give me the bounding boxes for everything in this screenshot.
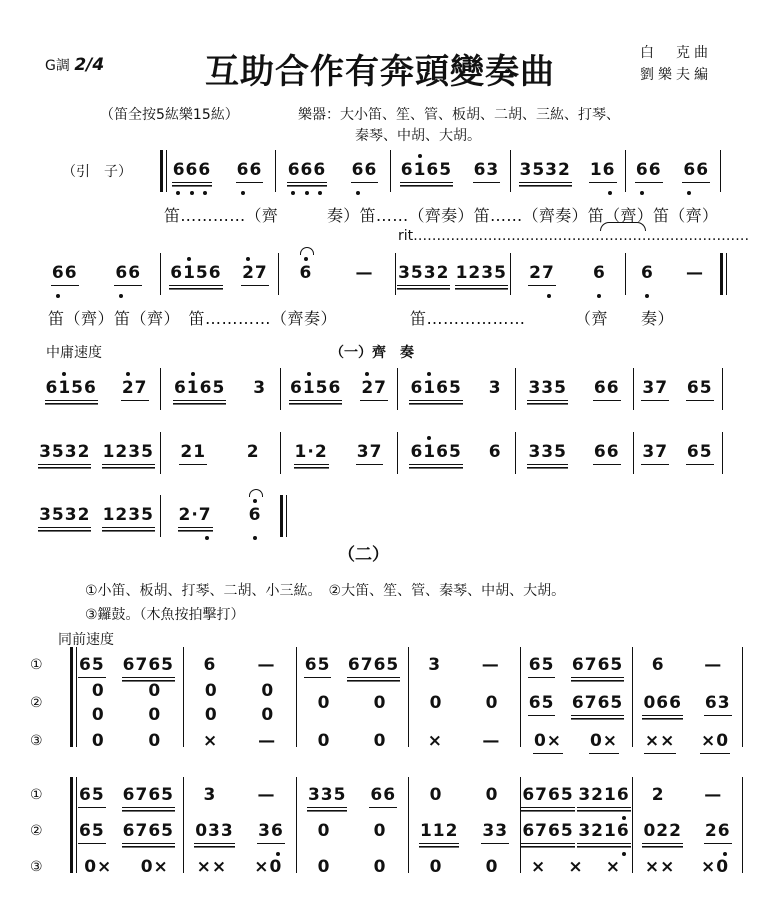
low-octave-dot xyxy=(723,852,727,856)
high-octave-dot xyxy=(246,257,250,261)
barline xyxy=(625,253,626,295)
part-label: ② xyxy=(30,695,43,711)
note-group: 0 xyxy=(91,705,105,725)
note-group: 27 xyxy=(528,263,556,286)
note-group: 6765 xyxy=(122,821,175,844)
note-group: 0× xyxy=(84,857,113,877)
note-group: 0 xyxy=(485,693,499,713)
note-group: 3216 xyxy=(577,821,630,844)
instrument-list-cont: 秦琴、中胡、大胡。 xyxy=(355,128,481,144)
low-octave-dot xyxy=(205,536,209,540)
note-group: 65 xyxy=(78,821,106,844)
measure-part xyxy=(183,731,296,761)
low-octave-dot xyxy=(687,191,691,195)
composer-credit: 白 克曲 xyxy=(640,45,712,61)
high-octave-dot xyxy=(304,257,308,261)
note-group: 0 xyxy=(429,857,443,877)
note-group: ×× xyxy=(644,731,677,754)
part-table xyxy=(0,785,772,881)
note-group: 65 xyxy=(686,378,714,401)
note-group: 0 xyxy=(204,705,218,725)
note-group: 0 xyxy=(373,693,387,713)
barline xyxy=(296,647,297,747)
note-group: 66 xyxy=(682,160,710,183)
note-group: 0 xyxy=(485,785,499,805)
barline xyxy=(160,368,161,410)
time-signature: 2/4 xyxy=(74,55,105,75)
note-group: 3532 xyxy=(38,505,91,528)
barline xyxy=(278,253,279,295)
note-group: 66 xyxy=(236,160,264,183)
measure xyxy=(160,378,280,408)
note-group: 65 xyxy=(528,693,556,716)
note-group: 27 xyxy=(360,378,388,401)
note-group: 3532 xyxy=(38,442,91,465)
note-group: 335 xyxy=(307,785,348,808)
barline xyxy=(408,777,409,873)
note-group: × xyxy=(427,731,443,751)
measure xyxy=(397,378,515,408)
note-group: ×× xyxy=(644,857,676,877)
low-octave-dot xyxy=(203,191,207,195)
section-title: （一）齊 奏 xyxy=(330,345,414,361)
note-group: 3 xyxy=(428,655,442,675)
note-group: 6765 xyxy=(521,785,574,808)
note-group: 0 xyxy=(317,731,331,751)
music-system xyxy=(0,378,772,408)
barline xyxy=(160,253,161,295)
note-group: 0 xyxy=(148,705,162,725)
note-group: 65 xyxy=(78,785,106,808)
note-group: 3532 xyxy=(519,160,572,183)
note-group: 0 xyxy=(148,731,162,751)
barline xyxy=(183,777,184,873)
note-group: 0 xyxy=(485,857,499,877)
note-group: 3532 xyxy=(397,263,450,286)
barline xyxy=(280,368,281,410)
low-octave-dot xyxy=(597,294,601,298)
measure xyxy=(395,263,510,293)
note-group: — xyxy=(481,655,500,675)
note-group: 6156 xyxy=(289,378,342,401)
note-group: 0 xyxy=(373,821,387,841)
barline xyxy=(296,777,297,873)
note-group: 6 xyxy=(299,263,314,285)
measure-part xyxy=(520,731,632,761)
high-octave-dot xyxy=(253,499,257,503)
measure-part xyxy=(520,857,632,887)
note-group: 21 xyxy=(179,442,207,465)
note-group: 0 xyxy=(317,693,331,713)
note-group: 63 xyxy=(704,693,732,716)
high-octave-dot xyxy=(191,372,195,376)
measure xyxy=(515,378,633,408)
note-group: 0 xyxy=(317,821,331,841)
measure xyxy=(33,378,160,408)
barline xyxy=(515,432,516,474)
measure xyxy=(160,442,280,472)
low-octave-dot xyxy=(608,191,612,195)
measure-part xyxy=(70,821,183,851)
barline xyxy=(408,647,409,747)
measure xyxy=(160,505,280,535)
note-group: 6 xyxy=(248,505,263,527)
barline xyxy=(632,777,633,873)
part-assignment: ③鑼鼓。（木魚按拍擊打） xyxy=(85,607,245,623)
note-group: 6 xyxy=(488,442,502,462)
high-octave-dot xyxy=(418,154,422,158)
high-octave-dot xyxy=(365,372,369,376)
note-group: 66 xyxy=(51,263,79,286)
barline xyxy=(275,150,276,192)
barline xyxy=(397,368,398,410)
measure-part xyxy=(70,857,183,887)
music-system xyxy=(0,442,772,472)
barline xyxy=(160,150,163,192)
measure-part xyxy=(408,655,520,685)
barline xyxy=(510,150,511,192)
measure-part xyxy=(70,731,183,761)
note-group: — xyxy=(258,731,277,751)
measure xyxy=(33,263,160,293)
note-group: — xyxy=(355,263,374,283)
note-group: 0 xyxy=(429,785,443,805)
note-group: ×0 xyxy=(700,731,730,754)
measure-part xyxy=(520,655,632,685)
barline xyxy=(160,432,161,474)
note-group: 66 xyxy=(369,785,397,808)
measure-part xyxy=(632,785,742,815)
note-group: × xyxy=(202,731,219,751)
part-label: ② xyxy=(30,823,43,839)
measure-part xyxy=(296,731,408,761)
note-group: — xyxy=(704,655,723,675)
measure-part xyxy=(408,731,520,761)
note-group: — xyxy=(257,785,276,805)
high-octave-dot xyxy=(427,436,431,440)
low-octave-dot xyxy=(645,294,649,298)
barline xyxy=(515,368,516,410)
note-group: 2 xyxy=(651,785,665,805)
note-group: 66 xyxy=(351,160,379,183)
note-group: 6 xyxy=(651,655,665,675)
note-group: × xyxy=(605,857,621,877)
note-group: 0× xyxy=(589,731,619,754)
low-octave-dot xyxy=(622,852,626,856)
measure xyxy=(633,378,722,408)
measure-part xyxy=(408,785,520,815)
note-group: 66 xyxy=(114,263,142,286)
lyrics-line: 笛…………（齊 奏）笛……（齊奏）笛……（齊奏）笛（齊）笛（齊） xyxy=(164,206,719,225)
note-group: 6165 xyxy=(409,442,462,465)
measure-part xyxy=(296,693,408,723)
note-group: 0 xyxy=(373,731,387,751)
low-octave-dot xyxy=(241,191,245,195)
barline xyxy=(280,495,283,537)
measure xyxy=(625,263,720,293)
note-group: 63 xyxy=(473,160,501,183)
low-octave-dot xyxy=(291,191,295,195)
tuning-note: （笛全按5紘樂15紘） xyxy=(100,107,239,123)
note-group: 6165 xyxy=(409,378,462,401)
key-signature xyxy=(45,55,104,75)
instrument-list: 樂器：大小笛、笙、管、板胡、二胡、三紘、打琴、 xyxy=(298,107,620,123)
barline xyxy=(183,647,184,747)
lyrics-line: 笛（齊）笛（齊） 笛…………（齊奏） xyxy=(48,309,338,328)
note-group: 16 xyxy=(589,160,617,183)
barline xyxy=(395,253,396,295)
note-group: 6165 xyxy=(173,378,226,401)
low-octave-dot xyxy=(356,191,360,195)
measure-part xyxy=(183,785,296,815)
measure xyxy=(390,160,510,190)
measure xyxy=(33,505,160,535)
high-octave-dot xyxy=(427,372,431,376)
measure-part xyxy=(632,857,742,887)
note-group: 65 xyxy=(78,655,106,678)
low-octave-dot xyxy=(190,191,194,195)
high-octave-dot xyxy=(187,257,191,261)
barline xyxy=(160,495,161,537)
section-title: （二） xyxy=(338,545,389,565)
measure-part xyxy=(408,857,520,887)
barline xyxy=(70,777,73,873)
key-label: G調 xyxy=(45,58,70,74)
note-group: 6765 xyxy=(122,785,175,808)
part-table xyxy=(0,655,772,755)
measure xyxy=(278,263,395,293)
low-octave-dot xyxy=(622,816,626,820)
part-label: ① xyxy=(30,657,43,673)
tempo-marking: 中庸速度 xyxy=(46,345,102,361)
part-label: ① xyxy=(30,787,43,803)
note-group: 37 xyxy=(641,378,669,401)
note-group: 6165 xyxy=(400,160,453,183)
note-group: 335 xyxy=(527,442,568,465)
high-octave-dot xyxy=(307,372,311,376)
note-group: 6 xyxy=(203,655,217,675)
barline xyxy=(720,150,721,192)
note-group: 3 xyxy=(203,785,217,805)
note-group: 0 xyxy=(148,681,162,701)
note-group: 0 xyxy=(261,681,275,701)
barline xyxy=(742,777,743,873)
measure xyxy=(510,160,625,190)
barline xyxy=(625,150,626,192)
barline xyxy=(390,150,391,192)
measure-part xyxy=(296,857,408,887)
note-group: 3 xyxy=(253,378,267,398)
measure xyxy=(280,378,397,408)
barline xyxy=(510,253,511,295)
tempo-marking: 同前速度 xyxy=(58,632,114,648)
note-group: 26 xyxy=(704,821,732,844)
note-group: ×0 xyxy=(254,857,283,877)
measure-part xyxy=(520,821,632,851)
measure-part xyxy=(632,731,742,761)
note-group: 6156 xyxy=(45,378,98,401)
measure xyxy=(280,442,397,472)
note-group: 1235 xyxy=(102,505,155,528)
low-octave-dot xyxy=(176,191,180,195)
measure xyxy=(275,160,390,190)
note-group: — xyxy=(257,655,276,675)
tie-arc xyxy=(600,222,646,231)
measure xyxy=(397,442,515,472)
note-group: — xyxy=(482,731,501,751)
note-group: — xyxy=(704,785,723,805)
note-group: 0 xyxy=(317,857,331,877)
measure xyxy=(515,442,633,472)
note-group: 6765 xyxy=(571,655,624,678)
measure-part xyxy=(296,821,408,851)
note-group: × xyxy=(568,857,584,877)
low-octave-dot xyxy=(305,191,309,195)
low-octave-dot xyxy=(119,294,123,298)
barline xyxy=(280,432,281,474)
barline xyxy=(633,432,634,474)
note-group: — xyxy=(685,263,704,283)
note-group: 0 xyxy=(91,681,105,701)
fermata-icon xyxy=(300,247,314,255)
barline xyxy=(70,647,73,747)
music-system xyxy=(0,505,772,535)
note-group: 666 xyxy=(172,160,213,183)
note-group: ×× xyxy=(196,857,228,877)
lyrics-line: （齊 奏） xyxy=(575,309,675,328)
note-group: 36 xyxy=(257,821,285,844)
note-group: 6765 xyxy=(122,655,175,678)
note-group: 066 xyxy=(642,693,683,716)
high-octave-dot xyxy=(126,372,130,376)
measure xyxy=(160,263,278,293)
part-assignment: ①小笛、板胡、打琴、二胡、小三紘。 ②大笛、笙、管、秦琴、中胡、大胡。 xyxy=(85,583,566,599)
note-group: 6156 xyxy=(169,263,222,286)
measure-part xyxy=(632,821,742,851)
measure-part xyxy=(70,785,183,815)
high-octave-dot xyxy=(62,372,66,376)
note-group: 37 xyxy=(356,442,384,465)
note-group: 33 xyxy=(481,821,509,844)
measure xyxy=(160,160,275,190)
barline xyxy=(397,432,398,474)
barline xyxy=(520,777,521,873)
note-group: 0× xyxy=(140,857,169,877)
note-group: 6 xyxy=(592,263,607,285)
note-group: 0 xyxy=(91,731,105,751)
barline xyxy=(742,647,743,747)
measure-part xyxy=(632,655,742,685)
note-group: 0 xyxy=(204,681,218,701)
note-group: 033 xyxy=(194,821,235,844)
measure xyxy=(510,263,625,293)
lyrics-line: 笛……………… xyxy=(410,309,526,328)
low-octave-dot xyxy=(547,294,551,298)
note-group: 6765 xyxy=(347,655,400,678)
note-group: 0 xyxy=(373,857,387,877)
note-group: 6 xyxy=(640,263,655,285)
note-group: 3 xyxy=(488,378,502,398)
barline xyxy=(633,368,634,410)
note-group: 37 xyxy=(641,442,669,465)
note-group: 3216 xyxy=(577,785,630,808)
note-group: 6765 xyxy=(521,821,574,844)
note-group: 112 xyxy=(419,821,460,844)
note-group: 66 xyxy=(593,442,621,465)
note-group: 66 xyxy=(635,160,663,183)
intro-label: （引 子） xyxy=(62,164,132,180)
note-group: 65 xyxy=(528,655,556,678)
note-group: 666 xyxy=(287,160,328,183)
barline xyxy=(722,432,723,474)
note-group: 2·7 xyxy=(178,505,213,528)
measure xyxy=(33,442,160,472)
low-octave-dot xyxy=(56,294,60,298)
measure-part xyxy=(520,785,632,815)
note-group: 022 xyxy=(642,821,683,844)
measure-part xyxy=(183,857,296,887)
note-group: 1235 xyxy=(102,442,155,465)
ritardando-mark: rit……………………………………………………………… xyxy=(398,228,750,244)
note-group: 66 xyxy=(593,378,621,401)
measure-part xyxy=(408,821,520,851)
part-label: ③ xyxy=(30,733,43,749)
music-system xyxy=(0,263,772,293)
low-octave-dot xyxy=(640,191,644,195)
note-group: 27 xyxy=(121,378,149,401)
part-label: ③ xyxy=(30,859,43,875)
note-group: 27 xyxy=(241,263,269,286)
note-group: 65 xyxy=(304,655,332,678)
measure-part xyxy=(183,821,296,851)
low-octave-dot xyxy=(253,536,257,540)
barline xyxy=(520,647,521,747)
measure-part xyxy=(296,655,408,685)
page-title: 互助合作有奔頭變奏曲 xyxy=(205,52,555,92)
measure-part xyxy=(408,693,520,723)
measure xyxy=(625,160,720,190)
arranger-credit: 劉樂夫編 xyxy=(640,67,712,83)
music-system xyxy=(0,160,772,190)
note-group: 1235 xyxy=(455,263,508,286)
note-group: 1·2 xyxy=(294,442,329,465)
barline xyxy=(720,253,723,295)
note-group: 2 xyxy=(246,442,260,462)
note-group: 0 xyxy=(429,693,443,713)
note-group: 6765 xyxy=(571,693,624,716)
note-group: × xyxy=(531,857,547,877)
note-group: 335 xyxy=(527,378,568,401)
measure-part xyxy=(632,693,742,723)
measure xyxy=(633,442,722,472)
barline xyxy=(722,368,723,410)
low-octave-dot xyxy=(276,852,280,856)
measure-part xyxy=(520,693,632,723)
fermata-icon xyxy=(249,489,263,497)
note-group: 65 xyxy=(686,442,714,465)
measure-part xyxy=(296,785,408,815)
note-group: ×0 xyxy=(701,857,730,877)
barline xyxy=(632,647,633,747)
note-group: 0 xyxy=(261,705,275,725)
low-octave-dot xyxy=(318,191,322,195)
note-group: 0× xyxy=(533,731,563,754)
